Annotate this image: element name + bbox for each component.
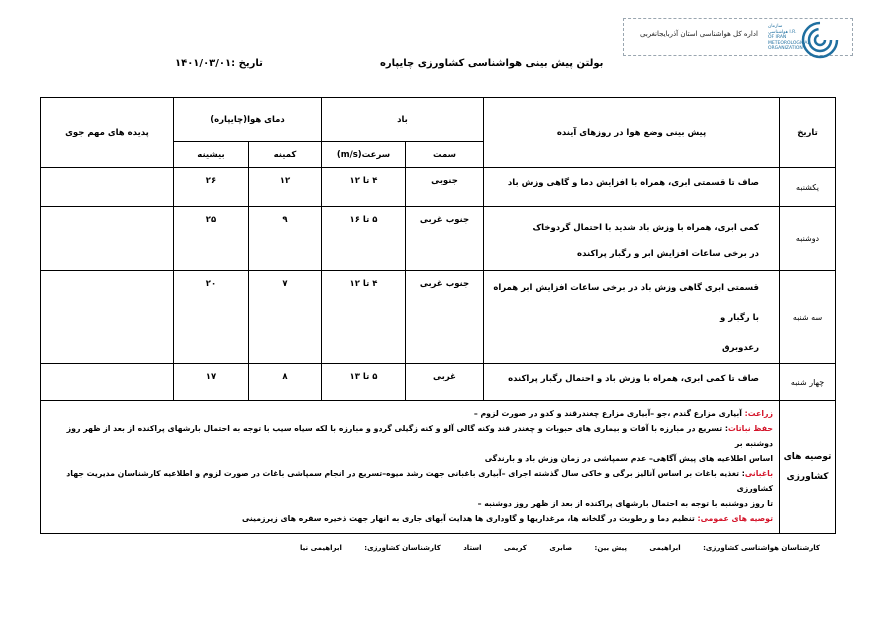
header-direction: سمت bbox=[406, 142, 484, 168]
row-day: سه شنبه bbox=[780, 271, 836, 364]
row-phenomena bbox=[41, 271, 174, 364]
logo-text: سازمان هواشناسی I.R. OF IRAN METEOROLOGICAL ORGANIZATION bbox=[768, 24, 810, 51]
row-max: ۲۶ bbox=[174, 168, 249, 207]
header-min: کمینه bbox=[249, 142, 322, 168]
row-max: ۱۷ bbox=[174, 364, 249, 401]
bulletin-title: بولتن پیش بینی هواشناسی کشاورزی چایپاره bbox=[380, 58, 604, 69]
row-speed: ۵ تا ۱۳ bbox=[322, 364, 406, 401]
org-name: اداره کل هواشناسی استان آذربایجانغربی bbox=[640, 30, 758, 38]
garden-line: باغبانی: تغذیه باغات بر اساس آنالیز برگی و خاکی سال گذشته اجرای –آبیاری باغبانی جهت رشد میوه–تسریع در انجام سمپاشی باغات در صورت لزوم و اطلاعیه کارشناسان مدیریت جهاد کشاورزی bbox=[66, 469, 773, 493]
agri-experts-label: کارشناسان کشاورزی: bbox=[364, 544, 441, 552]
row-direction: غربی bbox=[406, 364, 484, 401]
header-wind: باد bbox=[322, 98, 484, 142]
row-forecast: صاف تا قسمتی ابری، همراه با افزایش دما و گاهی وزش باد bbox=[484, 168, 780, 207]
row-min: ۱۲ bbox=[249, 168, 322, 207]
header-temp: دمای هوا(چایپاره) bbox=[174, 98, 322, 142]
forecaster-name: صابری bbox=[549, 544, 573, 552]
recommendations-row bbox=[41, 401, 836, 534]
agri-expert-name: ابراهیمی نیا bbox=[300, 544, 342, 552]
row-min: ۸ bbox=[249, 364, 322, 401]
recommendations-text bbox=[41, 401, 780, 534]
row-phenomena bbox=[41, 207, 174, 271]
row-day: چهار شنبه bbox=[780, 364, 836, 401]
header-max: بیشینه bbox=[174, 142, 249, 168]
row-min: ۹ bbox=[249, 207, 322, 271]
protection-line-2: اساس اطلاعیه های پیش آگاهی– عدم سمپاشی در زمان وزش باد و بارندگی bbox=[484, 454, 773, 463]
farming-line: زراعت: آبیاری مزارع گندم ،جو –آبیاری مزارع چغندرقند و کدو در صورت لزوم – bbox=[473, 409, 773, 418]
row-speed: ۴ تا ۱۲ bbox=[322, 271, 406, 364]
row-forecast: کمی ابری، همراه با وزش باد شدید با احتمال گردوخاک در برخی ساعات افزایش ابر و رگبار پراکنده bbox=[484, 207, 780, 271]
footer-signatures bbox=[300, 544, 820, 552]
row-forecast: قسمتی ابری گاهی وزش باد در برخی ساعات افزایش ابر همراه با رگبار و رعدوبرق bbox=[484, 271, 780, 364]
row-phenomena bbox=[41, 168, 174, 207]
meteorology-logo-icon bbox=[800, 20, 840, 60]
row-direction: جنوب غربی bbox=[406, 271, 484, 364]
header-speed: سرعت(m/s) bbox=[322, 142, 406, 168]
forecaster-name: کریمی bbox=[504, 544, 527, 552]
row-direction: جنوب غربی bbox=[406, 207, 484, 271]
forecaster-name: استاد bbox=[463, 544, 482, 552]
experts-label: کارشناسان هواشناسی کشاورزی: bbox=[703, 544, 820, 552]
forecast-table bbox=[40, 97, 836, 534]
row-speed: ۴ تا ۱۲ bbox=[322, 168, 406, 207]
row-day: دوشنبه bbox=[780, 207, 836, 271]
table-row bbox=[41, 271, 836, 364]
protection-line: حفظ نباتات: تسریع در مبارزه با آفات و بیماری های حبوبات و چغندر قند وکنه گالی آلو و کنه زگیلی گردو و مبارزه با لکه سیاه سیب با توجه به احتمال بارشهای پراکنده از بعد از ظهر روز دوشنبه بر bbox=[66, 424, 773, 448]
header-phenomena: پدیده های مهم جوی bbox=[41, 98, 174, 168]
row-speed: ۵ تا ۱۶ bbox=[322, 207, 406, 271]
header-forecast: پیش بینی وضع هوا در روزهای آینده bbox=[484, 98, 780, 168]
row-forecast: صاف تا کمی ابری، همراه با وزش باد و احتمال رگبار پراکنده bbox=[484, 364, 780, 401]
row-day: یکشنبه bbox=[780, 168, 836, 207]
header-date: تاریخ bbox=[780, 98, 836, 168]
row-direction: جنوبی bbox=[406, 168, 484, 207]
expert-name: ابراهیمی bbox=[649, 544, 681, 552]
table-row bbox=[41, 168, 836, 207]
recommendations-label: توصیه های کشاورزی bbox=[780, 401, 836, 534]
garden-line-2: تا روز دوشنبه با توجه به احتمال بارشهای پراکنده از بعد از ظهر روز دوشنبه – bbox=[477, 499, 773, 508]
table-row bbox=[41, 364, 836, 401]
forecasters-label: پیش بین: bbox=[594, 544, 627, 552]
row-phenomena bbox=[41, 364, 174, 401]
row-max: ۲۰ bbox=[174, 271, 249, 364]
general-line: توصیه های عمومی: تنظیم دما و رطوبت در گلخانه ها، مرغداریها و گاوداری ها هدایت آبهای جاری به انهار جهت ذخیره سفره های زیرزمینی bbox=[241, 514, 773, 523]
table-row bbox=[41, 207, 836, 271]
row-min: ۷ bbox=[249, 271, 322, 364]
row-max: ۲۵ bbox=[174, 207, 249, 271]
bulletin-date: تاریخ :۱۴۰۱/۰۳/۰۱ bbox=[175, 58, 263, 69]
